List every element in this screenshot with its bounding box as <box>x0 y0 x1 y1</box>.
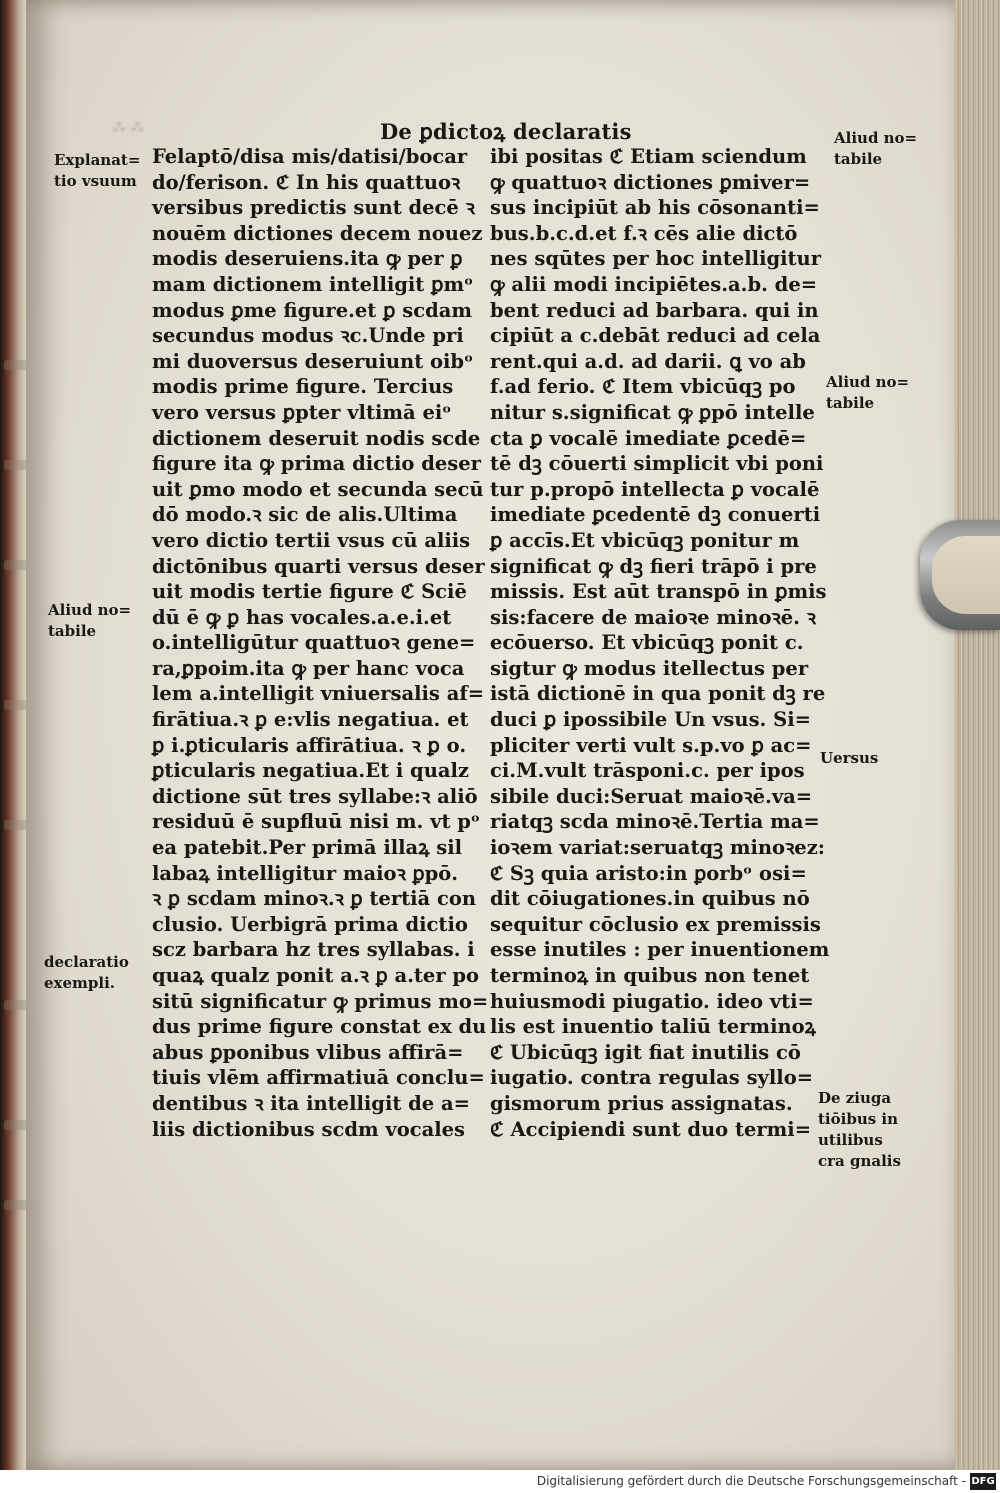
text-line: sequitur cōclusio ex premissis <box>490 912 821 936</box>
margin-note-line: De ziuga <box>818 1089 892 1107</box>
text-line: bus.b.c.d.et f.ꝛ cēs alie dictō <box>490 221 798 245</box>
text-line: ꝑ accīs.Et vbicūqꝫ ponitur m <box>490 528 800 552</box>
margin-note-line: Aliud no= <box>834 129 918 147</box>
text-line: ibi positas ℭ Etiam sciendum <box>490 145 807 168</box>
text-line: iugatio. contra regulas syllo= <box>490 1066 814 1090</box>
text-column-left <box>152 144 489 1142</box>
dfg-footer <box>0 1470 1000 1493</box>
text-line: dictionem deseruit nodis scde <box>152 426 481 450</box>
text-line: secundus modus ꝛc.Unde pri <box>152 324 464 348</box>
text-line: ꝑ i.ꝑticularis affirātiua. ꝛ ꝑ o. <box>152 733 467 757</box>
margin-note-line: declaratio <box>44 953 129 971</box>
footer-text: Digitalisierung gefördert durch die Deutsche Forschungsgemeinschaft - <box>536 1474 966 1488</box>
text-line: ea patebit.Per primā illaꝝ sil <box>152 836 463 860</box>
text-line: dictione sūt tres syllabe:ꝛ aliō <box>152 784 478 808</box>
text-line: missis. Est aūt transpō in ꝑmis <box>490 580 827 604</box>
dfg-logo: DFG <box>970 1473 996 1490</box>
text-line: bent reduci ad barbara. qui in <box>490 298 819 322</box>
text-line: lis est inuentio taliū terminoꝝ <box>490 1015 816 1039</box>
margin-note-versus <box>820 748 878 769</box>
text-line: ecōuerso. Et vbicūqꝫ ponit c. <box>490 631 804 655</box>
text-line: gismorum prius assignatas. <box>490 1091 793 1115</box>
margin-note-declaratio <box>44 952 129 994</box>
margin-note-line: tio vsuum <box>54 172 137 190</box>
text-line: quaꝝ qualz ponit a.ꝛ ꝑ a.ter po <box>152 964 480 987</box>
margin-note-line: cra gnalis <box>818 1152 901 1170</box>
text-line: dentibus ꝛ ita intelligit de a= <box>152 1091 470 1115</box>
text-line: lem a.intelligit vniuersalis af= <box>152 682 485 706</box>
text-line: uit modis tertie figure ℭ Sciē <box>152 580 467 604</box>
margin-note-aliud-notabile-top <box>834 128 917 170</box>
text-line: ꝙ quattuoꝛ dictiones ꝑmiver= <box>490 170 811 194</box>
text-line: ioꝛem variat:seruatqꝫ minoꝛez: <box>490 836 825 860</box>
text-line: istā dictionē in qua ponit dꝫ re <box>490 682 826 706</box>
text-line: dū ē ꝙ ꝑ has vocales.a.e.i.et <box>152 605 452 629</box>
text-line: vero versus ꝑpter vltimā eiᵒ <box>152 400 452 424</box>
margin-note-line: Aliud no= <box>826 373 910 391</box>
text-line: sitū significatur ꝙ primus mo= <box>152 989 489 1013</box>
margin-note-line: exempli. <box>44 974 116 992</box>
margin-note-de-coniugationibus <box>818 1088 901 1172</box>
text-line: mam dictionem intelligit ꝑmᵒ <box>152 272 474 296</box>
text-line: f.ad ferio. ℭ Item vbicūqꝫ po <box>490 375 796 399</box>
running-header: De ꝑdictoꝝ declaratis <box>380 119 632 144</box>
text-line: sus incipiūt ab his cōsonanti= <box>490 196 820 220</box>
text-line: tur p.propō intellecta ꝑ vocalē <box>490 477 820 501</box>
margin-note-line: Aliud no= <box>48 601 132 619</box>
text-line: firātiua.ꝛ ꝑ e:vlis negatiua. et <box>152 708 469 732</box>
text-line: versibus predictis sunt decē ꝛ <box>152 196 475 220</box>
text-line: ꝑticularis negatiua.Et i qualz <box>152 759 469 783</box>
margin-note-aliud-notabile-left <box>48 600 131 642</box>
text-line: liis dictionibus scdm vocales <box>152 1117 466 1141</box>
text-line: tē dꝫ cōuerti simplicit vbi poni <box>490 452 824 476</box>
text-line: riatqꝫ scda minoꝛē.Tertia ma= <box>490 810 820 834</box>
margin-note-line: tabile <box>826 394 875 412</box>
text-line: cipiūt a c.debāt reduci ad cela <box>490 324 821 348</box>
text-line: dit cōiugationes.in quibus nō <box>490 887 810 911</box>
text-line: nitur s.significat ꝙ ꝑpō intelle <box>490 400 815 424</box>
margin-note-explanatio <box>54 150 140 192</box>
text-line: ci.M.vult trāsponi.c. per ipos <box>490 759 805 783</box>
text-line: mi duoversus deseruiunt oibᵒ <box>152 349 474 373</box>
text-line: modis deseruiens.ita ꝙ per ꝑ <box>152 247 463 271</box>
text-line: rent.qui a.d. ad darii. ꝗ vo ab <box>490 349 806 373</box>
bleed-through-text: ⁂ ⁂ <box>112 120 145 136</box>
text-line: uit ꝑmo modo et secunda secū <box>152 477 484 501</box>
text-line: o.intelligūtur quattuoꝛ gene= <box>152 631 476 655</box>
text-line: esse inutiles : per inuentionem <box>490 938 830 962</box>
text-line: ꝛ ꝑ scdam minoꝛ.ꝛ ꝑ tertiā con <box>152 887 477 911</box>
text-line: duci ꝑ ipossibile Un vsus. Si= <box>490 708 811 732</box>
text-line: dus prime figure constat ex du <box>152 1015 487 1039</box>
margin-note-line: tabile <box>834 150 883 168</box>
text-line: abus ꝑponibus vlibus affirā= <box>152 1040 464 1064</box>
book-clip <box>920 520 1000 630</box>
text-line: figure ita ꝙ prima dictio deser <box>152 452 481 476</box>
text-line: sibile duci:Seruat maioꝛē.va= <box>490 784 813 808</box>
text-line: huiusmodi piugatio. ideo vti= <box>490 989 814 1013</box>
text-line: ℭ Ubicūqꝫ igit fiat inutilis cō <box>490 1040 801 1064</box>
text-line: sigtur ꝙ modus itellectus per <box>490 656 809 680</box>
margin-note-line: Explanat= <box>54 151 141 169</box>
margin-note-aliud-notabile-mid <box>826 372 909 414</box>
text-line: ra,ꝑpoim.ita ꝙ per hanc voca <box>152 656 465 680</box>
text-line: tiuis vlēm affirmatiuā conclu= <box>152 1066 485 1090</box>
text-line: ℭ Accipiendi sunt duo termi= <box>490 1117 812 1141</box>
text-line: ℭ Sꝫ quia aristo:in ꝑorbᵒ osi= <box>490 861 807 885</box>
text-line: clusio. Uerbigrā prima dictio <box>152 912 468 936</box>
text-line: Felaptō/disa mis/datisi/bocar <box>152 145 468 168</box>
text-line: terminoꝝ in quibus non tenet <box>490 964 810 987</box>
text-line: do/ferison. ℭ In his quattuoꝛ <box>152 170 461 194</box>
text-line: imediate ꝑcedentē dꝫ conuerti <box>490 503 821 527</box>
margin-note-line: tabile <box>48 622 97 640</box>
text-column-right <box>490 144 830 1142</box>
margin-note-line: tiōibus in <box>818 1110 898 1128</box>
text-line: cta ꝑ vocalē imediate ꝑcedē= <box>490 426 807 450</box>
text-line: dictōnibus quarti versus deser <box>152 554 485 578</box>
text-line: ꝙ alii modi incipiētes.a.b. de= <box>490 272 818 296</box>
margin-note-line: utilibus <box>818 1131 883 1149</box>
text-line: nouēm dictiones decem nouez <box>152 221 483 245</box>
text-line: labaꝝ intelligitur maioꝛ ꝑpō. <box>152 861 459 885</box>
text-line: residuū ē supfluū nisi m. vt pᵒ <box>152 810 480 834</box>
text-line: sis:facere de maioꝛe minoꝛē. ꝛ <box>490 605 816 629</box>
text-line: dō modo.ꝛ sic de alis.Ultima <box>152 503 458 527</box>
text-line: pliciter verti vult s.p.vo ꝑ ac= <box>490 733 812 757</box>
text-line: modus ꝑme figure.et ꝑ scdam <box>152 298 473 322</box>
text-line: nes sqūtes per hoc intelligitur <box>490 247 821 271</box>
text-line: scz barbara hz tres syllabas. i <box>152 938 475 962</box>
text-line: significat ꝙ dꝫ fieri trāpō i pre <box>490 554 817 578</box>
text-line: vero dictio tertii vsus cū aliis <box>152 528 471 552</box>
page-stack-edge <box>955 0 1000 1470</box>
margin-note-line: Uersus <box>820 749 879 767</box>
text-line: modis prime figure. Tercius <box>152 375 454 399</box>
